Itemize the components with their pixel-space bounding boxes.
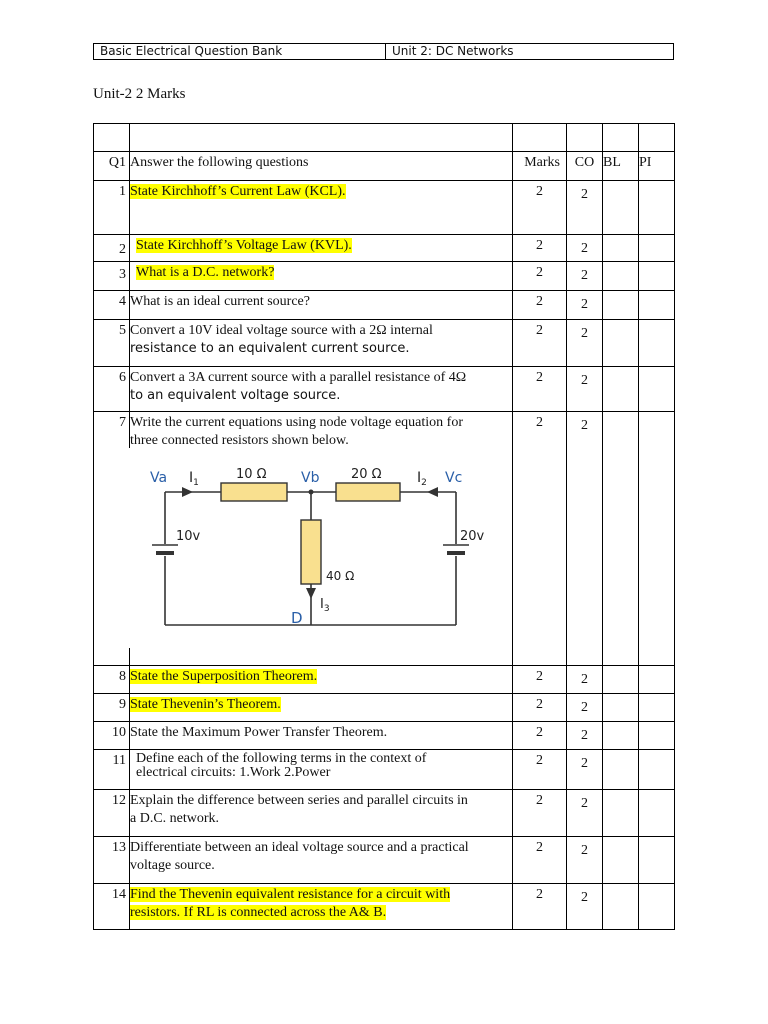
table-row xyxy=(94,235,675,262)
label-v1: 10v xyxy=(176,529,201,544)
question-header: Answer the following questions xyxy=(130,152,513,181)
battery-20v-icon xyxy=(443,545,469,553)
label-i2-main: I xyxy=(417,470,422,486)
marks-value: 2 xyxy=(513,750,567,790)
question-text: What is a D.C. network? xyxy=(136,265,275,280)
bl-header: BL xyxy=(603,152,639,181)
table-row xyxy=(94,262,675,291)
table-row xyxy=(94,291,675,320)
label-vc: Vc xyxy=(445,470,463,486)
marks-value: 2 xyxy=(513,884,567,930)
table-row xyxy=(94,750,675,790)
row-number: 8 xyxy=(94,666,130,694)
co-value: 2 xyxy=(567,666,603,694)
question-text-line1: Convert a 10V ideal voltage source with a 2Ω internal xyxy=(130,323,433,338)
question-text: State the Maximum Power Transfer Theorem. xyxy=(130,722,513,750)
question-text-line1: Differentiate between an ideal voltage source and a practical xyxy=(130,840,469,855)
i3-arrow-icon xyxy=(306,588,316,599)
label-i3-sub: 3 xyxy=(323,604,330,614)
header-course-title: Basic Electrical Question Bank xyxy=(94,44,386,59)
row-number: 10 xyxy=(94,722,130,750)
table-row xyxy=(94,181,675,235)
question-text-line2: voltage source. xyxy=(130,858,215,873)
marks-value: 2 xyxy=(513,291,567,320)
circuit-diagram xyxy=(94,467,485,648)
co-header: CO xyxy=(567,152,603,181)
marks-value: 2 xyxy=(513,235,567,262)
co-value: 2 xyxy=(567,694,603,722)
table-row xyxy=(94,722,675,750)
node-b-dot xyxy=(309,490,314,495)
row-number: 5 xyxy=(94,320,130,367)
marks-value: 2 xyxy=(513,722,567,750)
marks-value: 2 xyxy=(513,262,567,291)
question-text: State Kirchhoff’s Voltage Law (KVL). xyxy=(136,238,352,253)
table-spacer-row xyxy=(94,124,675,152)
label-vb: Vb xyxy=(301,470,320,486)
co-value: 2 xyxy=(567,181,603,235)
co-value: 2 xyxy=(567,722,603,750)
row-number: 9 xyxy=(94,694,130,722)
marks-value: 2 xyxy=(513,694,567,722)
page-header xyxy=(93,43,674,60)
table-row xyxy=(94,837,675,884)
marks-value: 2 xyxy=(513,412,567,666)
label-i3-main: I xyxy=(320,597,324,612)
row-number: 7 xyxy=(94,412,130,666)
co-value: 2 xyxy=(567,262,603,291)
label-i2-sub: 2 xyxy=(421,478,427,488)
label-r2: 20 Ω xyxy=(351,467,382,482)
question-text-line1: Find the Thevenin equivalent resistance for a circuit with xyxy=(130,887,451,902)
label-v2: 20v xyxy=(460,529,485,544)
table-header-row xyxy=(94,152,675,181)
resistor-20-ohm xyxy=(336,483,400,501)
resistor-40-ohm xyxy=(301,520,321,584)
marks-value: 2 xyxy=(513,367,567,412)
co-value: 2 xyxy=(567,837,603,884)
unit-title: Unit-2 2 Marks xyxy=(93,86,186,102)
question-table xyxy=(93,123,675,930)
i1-arrow-icon xyxy=(182,487,193,497)
label-r3: 40 Ω xyxy=(326,569,355,583)
i2-arrow-icon xyxy=(427,487,438,497)
marks-value: 2 xyxy=(513,181,567,235)
co-value: 2 xyxy=(567,367,603,412)
table-row xyxy=(94,790,675,837)
question-text-line2: resistance to an equivalent current source. xyxy=(130,341,410,356)
label-i2 xyxy=(417,470,427,488)
question-text: State the Superposition Theorem. xyxy=(130,669,318,684)
resistor-10-ohm xyxy=(221,483,287,501)
question-text: State Thevenin’s Theorem. xyxy=(130,697,281,712)
co-value: 2 xyxy=(567,790,603,837)
marks-value: 2 xyxy=(513,837,567,884)
co-value: 2 xyxy=(567,291,603,320)
question-cell-with-circuit xyxy=(130,412,513,666)
label-r1: 10 Ω xyxy=(236,467,267,482)
marks-value: 2 xyxy=(513,320,567,367)
table-row xyxy=(94,694,675,722)
row-number: 4 xyxy=(94,291,130,320)
marks-value: 2 xyxy=(513,790,567,837)
label-i1-sub: 1 xyxy=(193,478,199,488)
question-text-line1: Write the current equations using node voltage equation for xyxy=(130,415,463,430)
co-value: 2 xyxy=(567,235,603,262)
marks-value: 2 xyxy=(513,666,567,694)
label-i1 xyxy=(189,470,199,488)
question-text-line2: resistors. If RL is connected across the A& B. xyxy=(130,905,387,920)
table-row xyxy=(94,666,675,694)
qno-header: Q1 xyxy=(94,152,130,181)
row-number: 3 xyxy=(94,262,130,291)
co-value: 2 xyxy=(567,884,603,930)
header-unit-title: Unit 2: DC Networks xyxy=(392,44,514,58)
marks-header: Marks xyxy=(513,152,567,181)
table-row xyxy=(94,367,675,412)
question-text-line2: a D.C. network. xyxy=(130,811,220,826)
row-number: 2 xyxy=(94,235,130,262)
question-text-line1: Explain the difference between series and parallel circuits in xyxy=(130,793,468,808)
co-value: 2 xyxy=(567,320,603,367)
battery-10v-icon xyxy=(152,545,178,553)
co-value: 2 xyxy=(567,750,603,790)
table-row xyxy=(94,320,675,367)
question-text-line2: to an equivalent voltage source. xyxy=(130,388,341,403)
question-text-line2: electrical circuits: 1.Work 2.Power xyxy=(136,765,331,780)
label-d: D xyxy=(291,609,303,627)
label-va: Va xyxy=(150,470,168,486)
row-number: 13 xyxy=(94,837,130,884)
table-row xyxy=(94,412,675,666)
row-number: 6 xyxy=(94,367,130,412)
question-text: State Kirchhoff’s Current Law (KCL). xyxy=(130,184,346,199)
row-number: 12 xyxy=(94,790,130,837)
row-number: 1 xyxy=(94,181,130,235)
question-text-line1: Define each of the following terms in the context of xyxy=(136,751,427,766)
question-text-line2: three connected resistors shown below. xyxy=(130,433,349,448)
label-i3 xyxy=(320,597,330,614)
pi-header: PI xyxy=(639,152,675,181)
row-number: 11 xyxy=(94,750,130,790)
label-i1-main: I xyxy=(189,470,194,486)
table-row xyxy=(94,884,675,930)
question-text: What is an ideal current source? xyxy=(130,291,513,320)
border-mask xyxy=(128,448,134,648)
row-number: 14 xyxy=(94,884,130,930)
co-value: 2 xyxy=(567,412,603,666)
question-text-line1: Convert a 3A current source with a parallel resistance of 4Ω xyxy=(130,370,467,385)
